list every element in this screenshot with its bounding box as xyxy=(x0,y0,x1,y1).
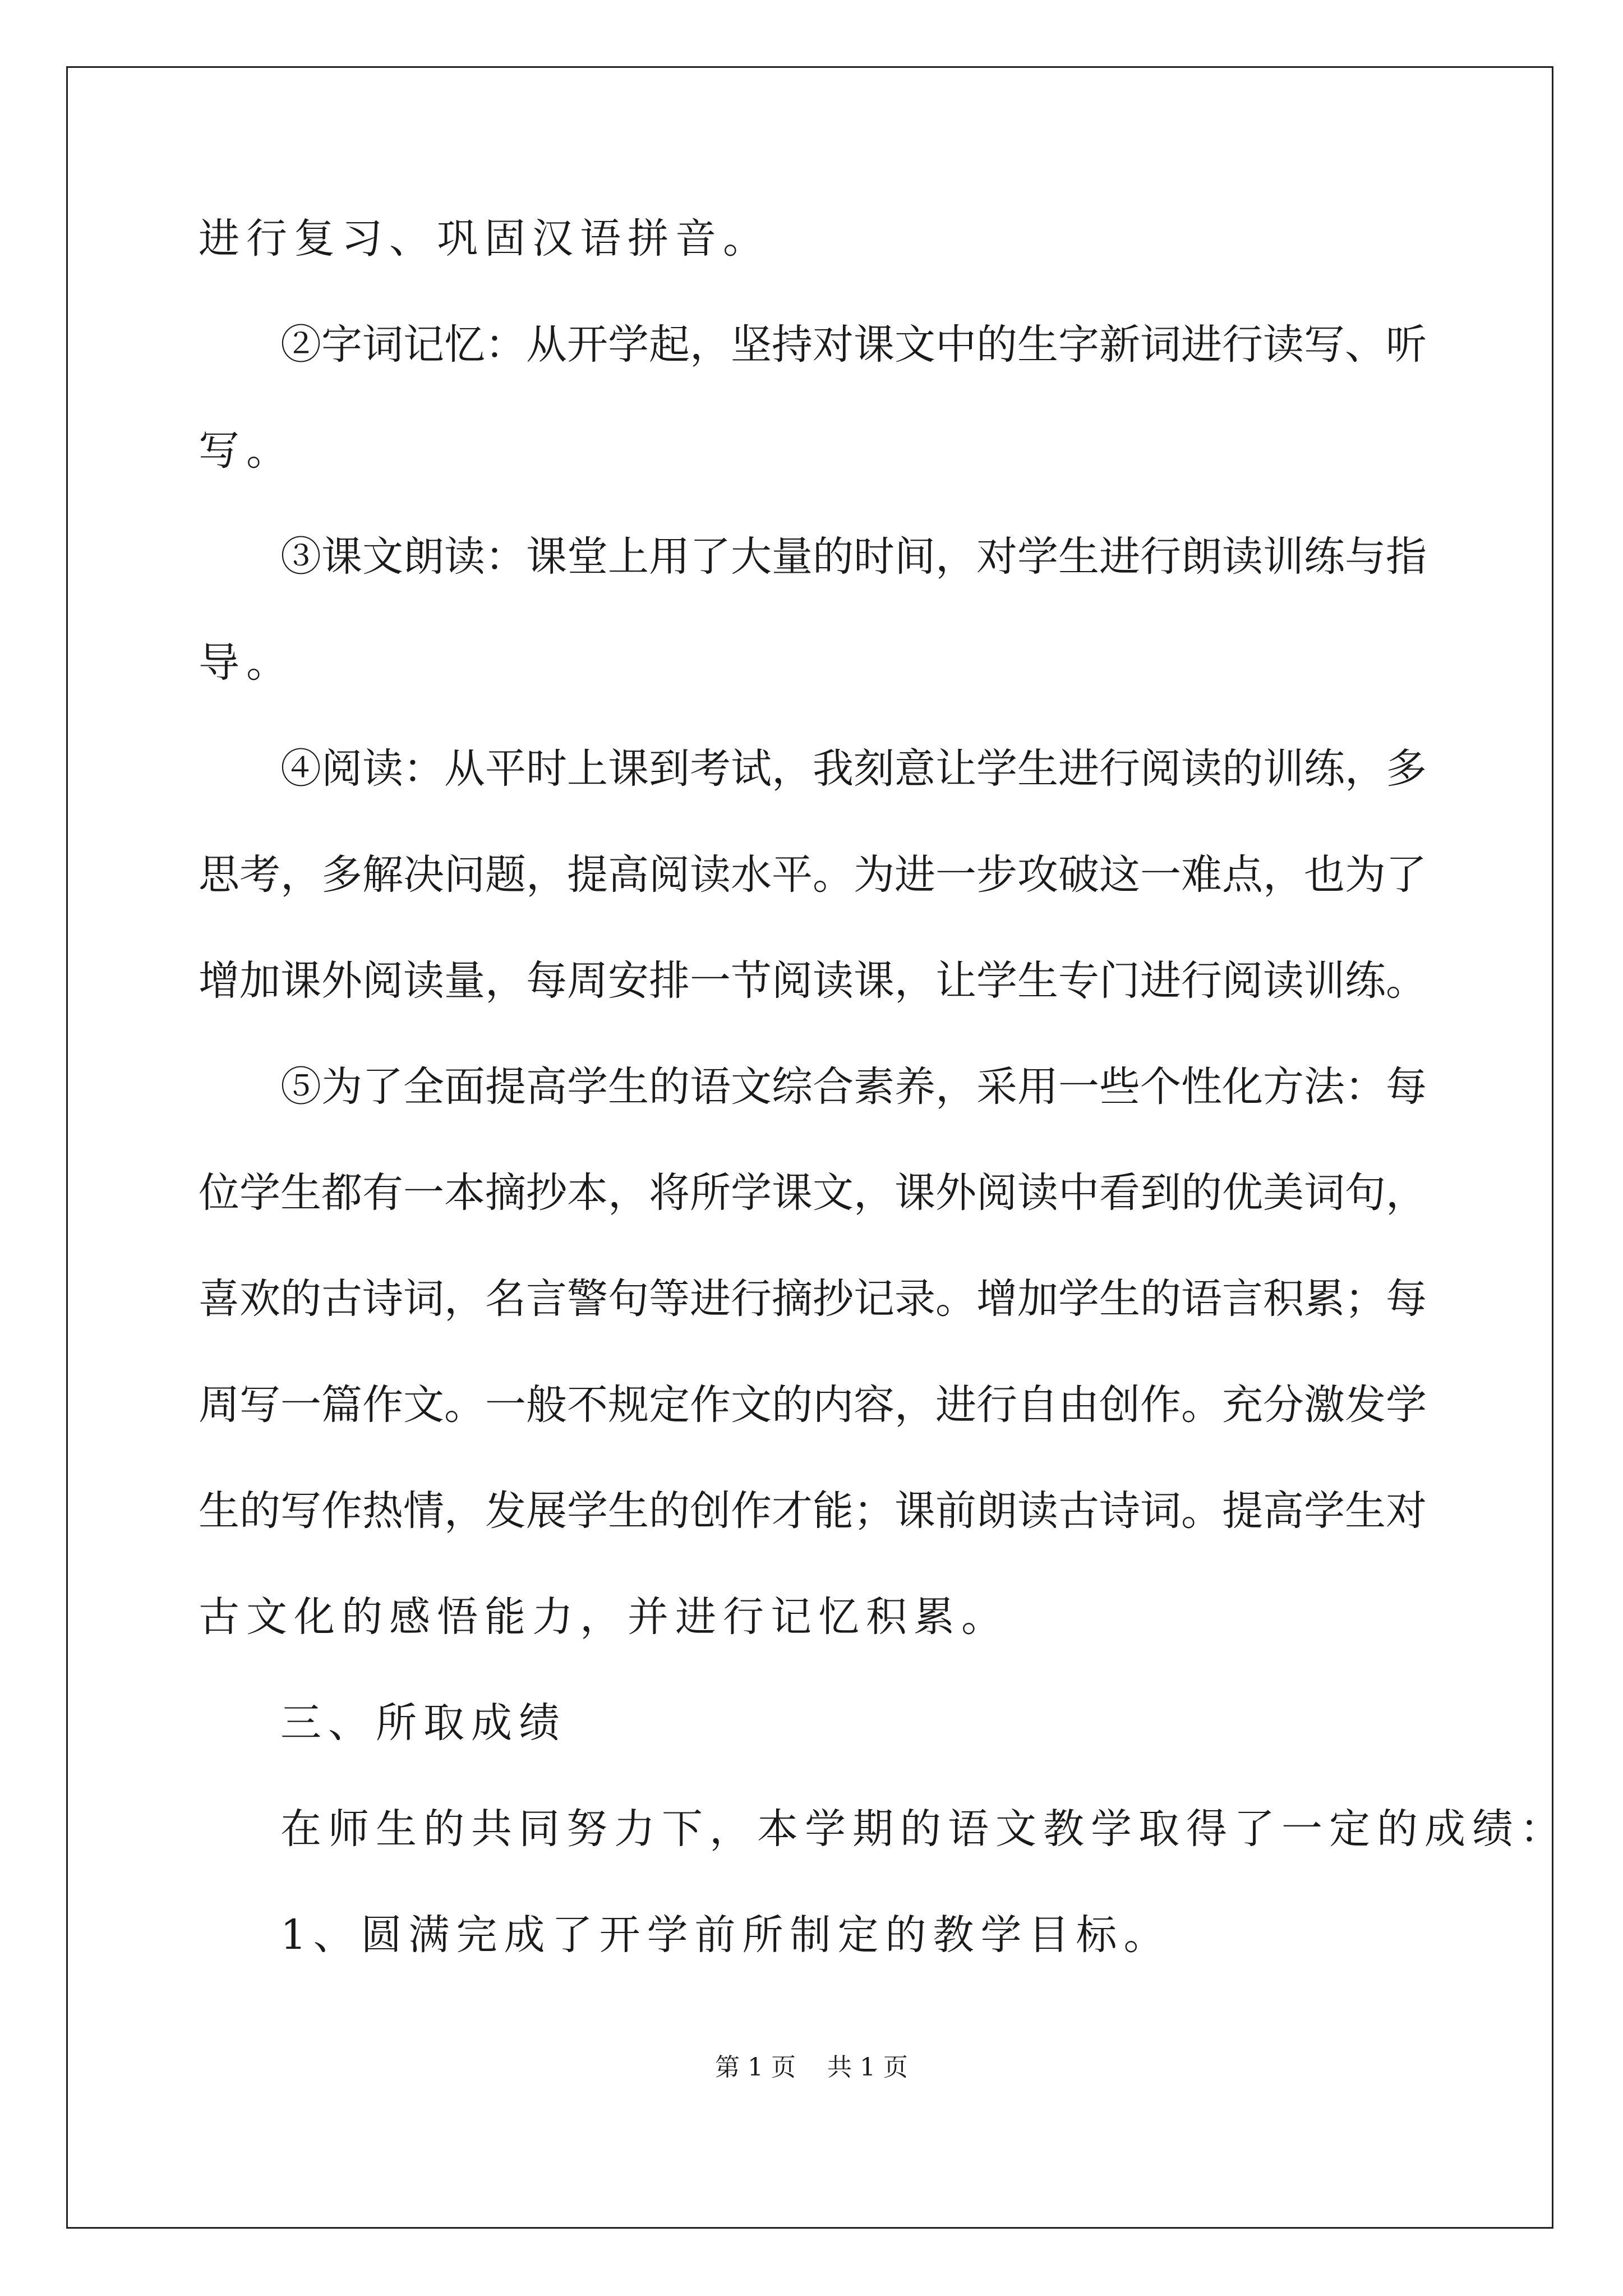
page-footer xyxy=(0,2052,1623,2083)
section-heading: 三、所取成绩 xyxy=(280,1699,566,1747)
text-line-10: 位学生都有一本摘抄本，将所学课文，课外阅读中看到的优美词句， xyxy=(199,1169,1427,1217)
text-line-9: ⑤为了全面提高学生的语文综合素养，采用一些个性化方法：每 xyxy=(280,1063,1427,1111)
text-line-17: 1、圆满完成了开学前所制定的教学目标。 xyxy=(280,1911,1172,1959)
text-line-12: 周写一篇作文。一般不规定作文的内容，进行自由创作。充分激发学 xyxy=(199,1381,1427,1429)
text-line-1: 进行复习、巩固汉语拼音。 xyxy=(199,215,771,263)
text-line-14: 古文化的感悟能力，并进行记忆积累。 xyxy=(199,1593,1009,1641)
text-line-3: 写。 xyxy=(199,427,294,475)
text-line-5: 导。 xyxy=(199,639,294,687)
page-number-label: 第 1 页 共 1 页 xyxy=(715,2053,908,2082)
text-line-11: 喜欢的古诗词，名言警句等进行摘抄记录。增加学生的语言积累；每 xyxy=(199,1275,1427,1323)
page-border xyxy=(66,66,1567,2229)
text-line-7: 思考，多解决问题，提高阅读水平。为进一步攻破这一难点，也为了 xyxy=(199,851,1427,899)
text-line-6: ④阅读：从平时上课到考试，我刻意让学生进行阅读的训练，多 xyxy=(280,745,1427,793)
text-line-8: 增加课外阅读量，每周安排一节阅读课，让学生专门进行阅读训练。 xyxy=(199,957,1427,1005)
text-line-2: ②字词记忆：从开学起，坚持对课文中的生字新词进行读写、听 xyxy=(280,321,1427,369)
text-line-4: ③课文朗读：课堂上用了大量的时间，对学生进行朗读训练与指 xyxy=(280,533,1427,581)
text-line-16: 在师生的共同努力下，本学期的语文教学取得了一定的成绩： xyxy=(280,1805,1567,1853)
text-line-13: 生的写作热情，发展学生的创作才能；课前朗读古诗词。提高学生对 xyxy=(199,1487,1427,1535)
